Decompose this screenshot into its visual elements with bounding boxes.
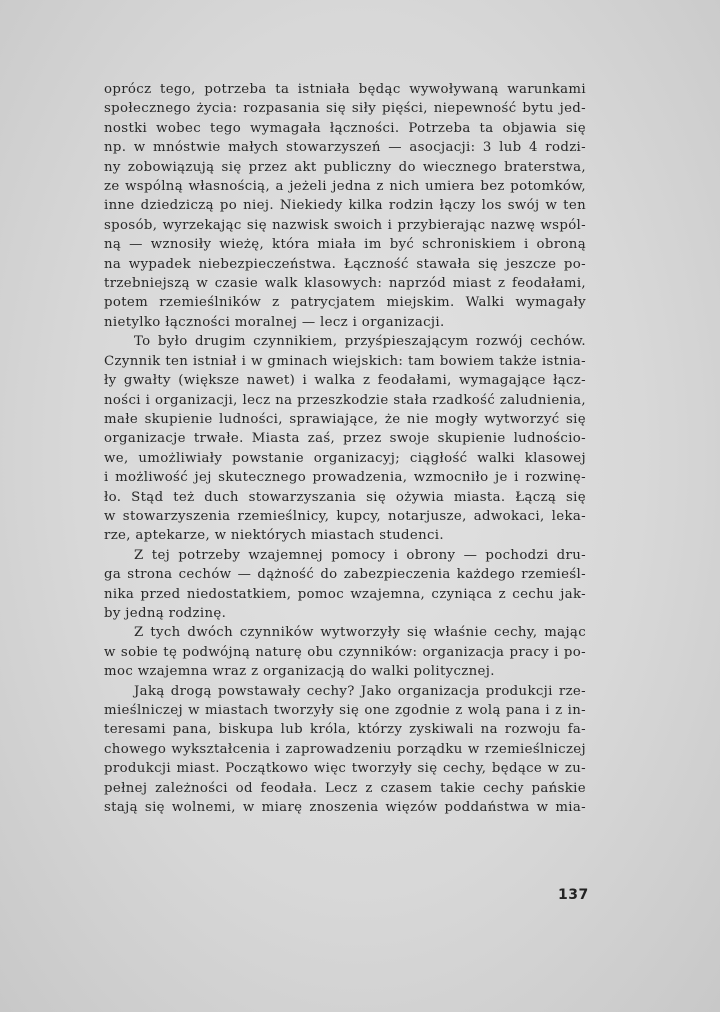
text-line: ze wspólną własnością, a jeżeli jedna z nich umiera bez potomków, bbox=[104, 179, 586, 195]
text-line: organizacje trwałe. Miasta zaś, przez swoje skupienie ludnościo- bbox=[104, 431, 586, 447]
text-line: oprócz tego, potrzeba ta istniała będąc wywoływaną warunkami bbox=[104, 82, 586, 97]
text-line: ły gwałty (większe nawet) i walka z feodałami, wymagające łącz- bbox=[104, 373, 586, 389]
text-line: Czynnik ten istniał i w gminach wiejskich: tam bowiem także istnia- bbox=[104, 353, 586, 369]
text-line: nostki wobec tego wymagała łączności. Potrzeba ta objawia się bbox=[104, 120, 586, 136]
text-line: małe skupienie ludności, sprawiające, że nie mogły wytworzyć się bbox=[104, 411, 586, 427]
text-line: nika przed niedostatkiem, pomoc wzajemna, czyniąca z cechu jak- bbox=[104, 586, 586, 602]
text-line: trzebniejszą w czasie walk klasowych: naprzód miast z feodałami, bbox=[104, 276, 586, 292]
text-line: ny zobowiązują się przez akt publiczny do wiecznego braterstwa, bbox=[104, 159, 586, 175]
text-line: w stowarzyszenia rzemieślnicy, kupcy, notarjusze, adwokaci, leka- bbox=[104, 508, 586, 524]
text-line: ga strona cechów — dążność do zabezpieczenia każdego rzemieśl- bbox=[104, 567, 586, 583]
text-line: pełnej zależności od feodała. Lecz z czasem takie cechy pańskie bbox=[104, 780, 586, 796]
text-line: rze, aptekarze, w niektórych miastach studenci. bbox=[104, 528, 444, 544]
text-line: Jaką drogą powstawały cechy? Jako organizacja produkcji rze- bbox=[134, 683, 586, 699]
text-line: we, umożliwiały powstanie organizacyj; ciągłość walki klasowej bbox=[104, 450, 586, 466]
text-line: w sobie tę podwójną naturę obu czynników: organizacja pracy i po- bbox=[104, 644, 586, 660]
text-line: inne dziedziczą po niej. Niekiedy kilka rodzin łączy los swój w ten bbox=[104, 198, 586, 214]
text-line: np. w mnóstwie małych stowarzyszeń — asocjacji: 3 lub 4 rodzi- bbox=[104, 140, 586, 156]
text-line: Z tych dwóch czynników wytworzyły się właśnie cechy, mając bbox=[134, 625, 586, 641]
text-line: mieślniczej w miastach tworzyły się one zgodnie z wolą pana i z in- bbox=[104, 703, 586, 718]
text-line: nietylko łączności moralnej — lecz i organizacji. bbox=[104, 314, 445, 330]
text-line: by jedną rodzinę. bbox=[104, 605, 227, 621]
body-text bbox=[104, 80, 586, 817]
text-line: chowego wykształcenia i zaprowadzeniu porządku w rzemieślniczej bbox=[104, 741, 586, 757]
text-line: stają się wolnemi, w miarę znoszenia więzów poddaństwa w mia- bbox=[104, 800, 586, 816]
text-line: produkcji miast. Początkowo więc tworzyły się cechy, będące w zu- bbox=[104, 761, 586, 777]
text-line: potem rzemieślników z patrycjatem miejskim. Walki wymagały bbox=[104, 295, 586, 311]
text-line: ności i organizacji, lecz na przeszkodzie stała rzadkość zaludnienia, bbox=[104, 392, 586, 408]
text-line: na wypadek niebezpieczeństwa. Łączność stawała się jeszcze po- bbox=[104, 256, 586, 272]
page-number: 137 bbox=[558, 887, 589, 903]
text-line: sposób, wyrzekając się nazwisk swoich i przybierając nazwę wspól- bbox=[104, 217, 586, 233]
text-line: i możliwość jej skutecznego prowadzenia, wzmocniło je i rozwinę- bbox=[104, 470, 586, 486]
text-line: teresami pana, biskupa lub króla, którzy zyskiwali na rozwoju fa- bbox=[104, 722, 586, 738]
text-line: To było drugim czynnikiem, przyśpieszającym rozwój cechów. bbox=[134, 334, 586, 350]
text-line: moc wzajemna wraz z organizacją do walki politycznej. bbox=[104, 664, 495, 680]
text-line: społecznego życia: rozpasania się siły pięści, niepewność bytu jed- bbox=[104, 101, 586, 117]
text-line: ną — wznosiły wieżę, która miała im być schroniskiem i obroną bbox=[104, 237, 586, 253]
text-line: Z tej potrzeby wzajemnej pomocy i obrony — pochodzi dru- bbox=[134, 547, 586, 563]
text-line: ło. Stąd też duch stowarzyszania się ożywia miasta. Łączą się bbox=[104, 489, 586, 505]
